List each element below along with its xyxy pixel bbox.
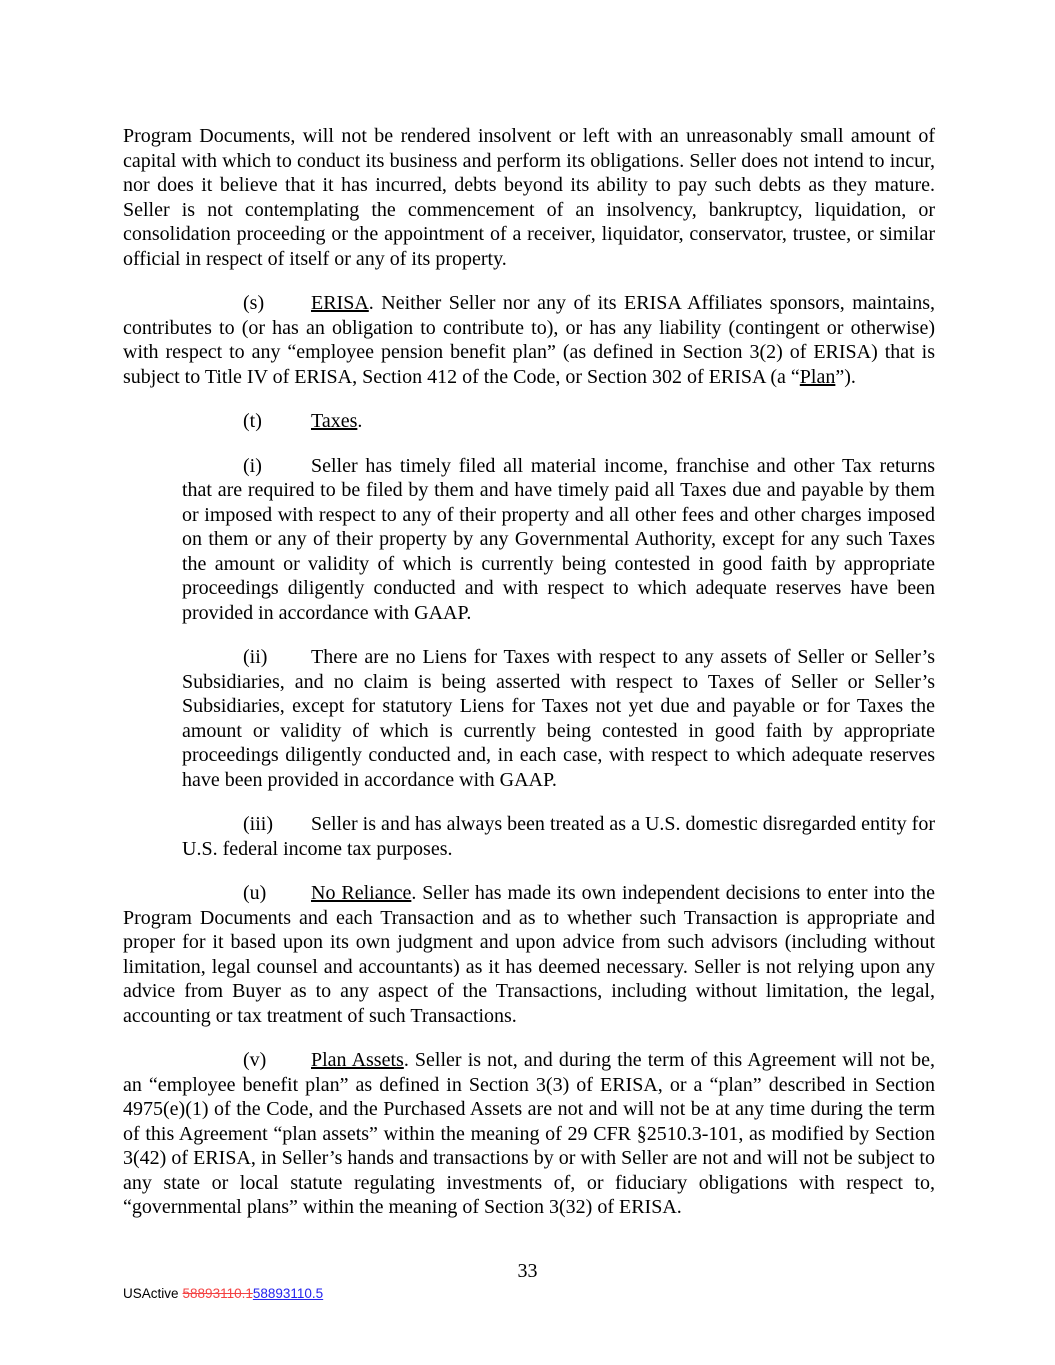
paragraph-v-plan-assets — [123, 1048, 935, 1220]
text-run: . — [357, 410, 363, 432]
text-run: Seller is and has always been treated as a U.S. domestic disregarded entity for U.S. federal income tax purposes. — [182, 813, 935, 860]
paragraph-t-iii-disregarded-entity — [182, 812, 935, 861]
footer — [123, 1286, 323, 1302]
paragraph-label: (iii) — [243, 813, 273, 835]
text-run: There are no Liens for Taxes with respect to any assets of Seller or Seller’s Subsidiaries, and no claim is being asserted with respect to Taxes of Seller or Seller’s Subsidiaries, except for statutory Liens for Taxes not yet due and payable or for Taxes the amount or validity of which is currently being contested in good faith by appropriate proceedings diligently conducted and, in each case, with respect to which adequate reserves have been provided in accordance with GAAP. — [182, 646, 935, 791]
paragraph-label: (s) — [243, 292, 265, 314]
underlined-term: Taxes — [311, 410, 358, 432]
footer-inserted-number: 58893110.5 — [252, 1286, 324, 1301]
text-run: . Seller has made its own independent decisions to enter into the Program Documents and each Transaction and as to whether such Transaction is appropriate and proper for it based upon its own judgment and upon advice from such advisors (including without limitation, legal counsel and accountants) as it has deemed necessary. Seller is not relying upon any advice from Buyer as to any aspect of the Transactions, including without limitation, the legal, accounting or tax treatment of such Transactions. — [123, 882, 935, 1027]
text-run: . Neither Seller nor any of its ERISA Affiliates sponsors, maintains, contributes to (or has an obligation to contribute to), or has any liability (contingent or otherwise) with respect to any “employee pension benefit plan” (as defined in Section 3(2) of ERISA) that is subject to Title IV of ERISA, Section 412 of the Code, or Section 302 of ERISA (a “ — [123, 292, 935, 388]
underlined-term: ERISA — [311, 292, 369, 314]
paragraph-t-i-tax-returns — [182, 454, 935, 626]
document-body — [123, 124, 935, 1240]
paragraph-s-erisa — [123, 291, 935, 389]
paragraph-label: (u) — [243, 882, 267, 904]
paragraph-u-no-reliance — [123, 881, 935, 1028]
underlined-term: Plan — [799, 365, 836, 388]
paragraph-t-ii-liens — [182, 645, 935, 792]
footer-deleted-number: 58893110.1 — [182, 1286, 253, 1301]
text-run: . Seller is not, and during the term of this Agreement will not be, an “employee benefit plan” as defined in Section 3(3) of ERISA, or a “plan” described in Section 4975(e)(1) of the Code, and the Purchased Assets are not and will not be at any time during the term of this Agreement “plan assets” within the meaning of 29 CFR §2510.3-101, as modified by Section 3(42) of ERISA, in Seller’s hands and transactions by or with Seller are not and will not be subject to any state or local statute regulating investments of, or fiduciary obligations with respect to, “governmental plans” within the meaning of Section 3(32) of ERISA. — [123, 1049, 935, 1218]
paragraph-label: (ii) — [243, 646, 268, 668]
footer-doc-tag: USActive — [123, 1286, 179, 1301]
text-run: Seller has timely filed all material income, franchise and other Tax returns that are required to be filed by them and have timely paid all Taxes due and payable by them or imposed with respect to any of their property and all other fees and other charges imposed on them or any of their property by any Governmental Authority, except for any such Taxes the amount or validity of which is currently being contested in good faith by appropriate proceedings diligently conducted and with respect to which adequate reserves have been provided in accordance with GAAP. — [182, 454, 935, 624]
paragraph-label: (v) — [243, 1049, 267, 1071]
text-run: Program Documents, will not be rendered insolvent or left with an unreasonably small amount of capital with which to conduct its business and perform its obligations. Seller does not intend to incur, nor does it believe that it has incurred, debts beyond its ability to pay such debts as they mature. Seller is not contemplating the commencement of an insolvency, bankruptcy, liquidation, or consolidation proceeding or the appointment of a receiver, liquidator, conservator, trustee, or similar official in respect of itself or any of its property. — [123, 125, 935, 270]
paragraph-t-taxes — [123, 409, 935, 434]
text-run: ”). — [835, 365, 856, 388]
paragraph-label: (i) — [243, 454, 262, 477]
underlined-term: No Reliance — [311, 882, 412, 904]
underlined-term: Plan Assets — [311, 1049, 404, 1071]
paragraph-label: (t) — [243, 410, 262, 432]
paragraph-insolvency-continuation — [123, 124, 935, 271]
page-number: 33 — [517, 1260, 538, 1282]
